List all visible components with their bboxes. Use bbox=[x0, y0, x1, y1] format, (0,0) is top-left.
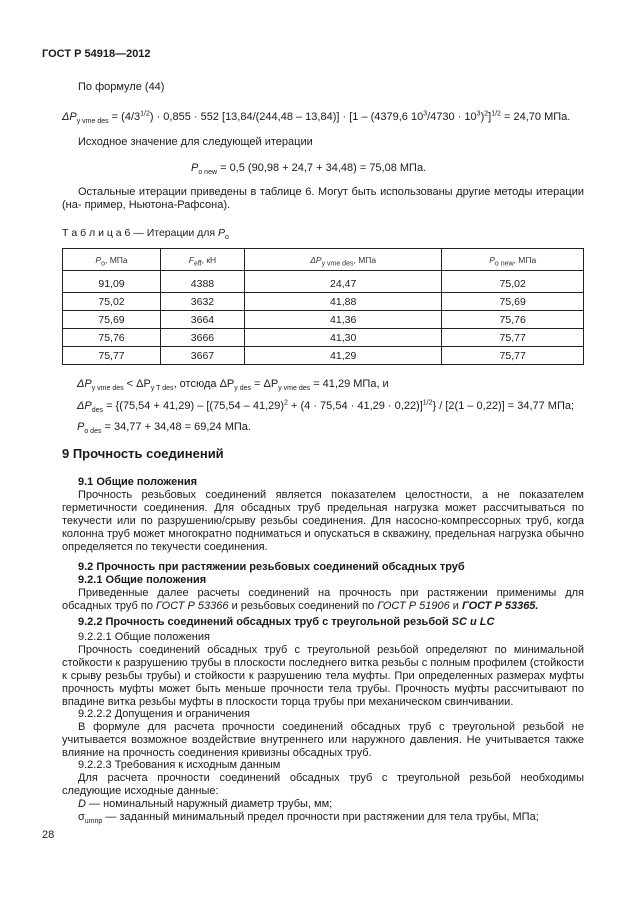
table-cell: 41,88 bbox=[244, 293, 441, 311]
table-row bbox=[63, 293, 584, 311]
table-cell: 3632 bbox=[161, 293, 245, 311]
table-cell: 4388 bbox=[161, 271, 245, 293]
equation-p-new: $P_{o new} = 0,5$ (90,98 + 24,7 + 34,48) = 75,08 МПа. bbox=[191, 162, 427, 177]
table-cell: 75,77 bbox=[442, 347, 584, 365]
input-item-diameter: D — номинальный наружный диаметр трубы, мм; bbox=[78, 798, 333, 810]
section-9-2-1-heading: 9.2.1 Общие положения bbox=[78, 574, 207, 586]
section-9-2-2-heading: 9.2.2 Прочность соединений обсадных труб с треугольной резьбой SC и LC bbox=[78, 616, 495, 628]
formula-reference: По формуле (44) bbox=[78, 81, 165, 93]
iterations-table bbox=[62, 248, 584, 365]
table-header-cell: $P_o$, МПа bbox=[63, 249, 161, 271]
section-9-2-2-2-text: В формуле для расчета прочности соединений обсадных труб с треугольной резьбой не учитывается возможное воздействие внутреннего или наружного давления. Не учитывается также влияние на прочность соединения кривизны обсадных труб. bbox=[62, 721, 584, 759]
section-9-2-2-3-text: Для расчета прочности соединений обсадных труб с треугольной резьбой необходимы следующие исходные данные: bbox=[62, 772, 584, 797]
table-cell: 91,09 bbox=[63, 271, 161, 293]
table-cell: 24,47 bbox=[244, 271, 441, 293]
section-9-2-2-3-heading: 9.2.2.3 Требования к исходным данным bbox=[78, 759, 281, 771]
table-cell: 75,77 bbox=[63, 347, 161, 365]
table-row bbox=[63, 311, 584, 329]
section-9-2-2-1-heading: 9.2.2.1 Общие положения bbox=[78, 631, 210, 643]
input-item-strength: $\sigma_{umnp}$ — заданный минимальный предел прочности при растяжении для тела трубы, МПа; bbox=[78, 811, 539, 826]
iterations-paragraph: Остальные итерации приведены в таблице 6. Могут быть использованы другие методы итерации (на- пример, Ньютона-Рафсона). bbox=[62, 186, 584, 211]
table-header-row bbox=[63, 249, 584, 271]
table-cell: 41,30 bbox=[244, 329, 441, 347]
table-cell: 3667 bbox=[161, 347, 245, 365]
section-9-2-1-text: Приведенные далее расчеты соединений на прочность при растяжении применимы для обсадных труб по ГОСТ Р 53366 и резьбовых соединений по ГОСТ Р 51906 и ГОСТ Р 53365. bbox=[62, 587, 584, 612]
table-header-cell: $P_{o new}$, МПа bbox=[442, 249, 584, 271]
table-cell: 41,29 bbox=[244, 347, 441, 365]
section-9-1-heading: 9.1 Общие положения bbox=[78, 476, 198, 488]
table-cell: 41,36 bbox=[244, 311, 441, 329]
table-row bbox=[63, 329, 584, 347]
equation-pressure-vme: $\Delta P_{y vme des} = (4/3^{1/2}) \cdot 0,855 \cdot 552$ [13,84/(244,48 – 13,84)] · [1 – (4379,6 $10^3/4730 \cdot 10^3)^2]^{1/2} = 24,70$ МПа. bbox=[62, 110, 571, 126]
table-cell: 75,77 bbox=[442, 329, 584, 347]
section-9-1-text: Прочность резьбовых соединений является показателем целостности, а не показателем герметичности соединения. Для обсадных труб предельная нагрузка может рассчитываться по текучести или по разрушению/срыву резьбы соединения. Для насосно-компрессорных труб, когда колонна труб может многократно подниматься и опускаться в скважину, предельная нагрузка обычно определяется по текучести соединения. bbox=[62, 489, 584, 553]
table-row bbox=[63, 271, 584, 293]
equation-comparison: $\Delta P_{y vme des} < \Delta P_{y T des}$, отсюда $\Delta P_{y des} = \Delta P_{y vme des} = 41,29$ МПа, и bbox=[77, 378, 389, 393]
table-cell: 75,76 bbox=[442, 311, 584, 329]
table-cell: 75,02 bbox=[63, 293, 161, 311]
section-9-2-2-1-text: Прочность соединений обсадных труб с треугольной резьбой определяют по минимальной стойкости к разрушению трубы в плоскости последнего витка резьбы с полным профилем (стойкости к срыву резьбы трубы) и стойкости к разрушению тела муфты. При определенных размерах муфты прочность муфты может быть меньше прочности тела трубы. Прочность муфты рассчитывают по впадине витка резьбы муфты в плоскости торца трубы при механическом свинчивании. bbox=[62, 644, 584, 708]
table-row bbox=[63, 347, 584, 365]
table-cell: 3666 bbox=[161, 329, 245, 347]
document-header: ГОСТ Р 54918—2012 bbox=[42, 48, 151, 60]
table-cell: 3664 bbox=[161, 311, 245, 329]
page-number: 28 bbox=[42, 829, 55, 841]
table-header-cell: $\Delta P_{y vme des}$, МПа bbox=[244, 249, 441, 271]
table-caption: Т а б л и ц а 6 — Итерации для $P_o$ bbox=[62, 227, 229, 242]
table-cell: 75,02 bbox=[442, 271, 584, 293]
table-cell: 75,76 bbox=[63, 329, 161, 347]
equation-delta-p-des: $\Delta P_{des} = \{(75,54 + 41,29) - [(75,54 - 41,29)^2 + (4 \cdot 75,54 \cdot 41,29 \cdot 0,22)]^{1/2}\} / [2(1 - 0,22)] = 34,77$ МПа; bbox=[77, 399, 575, 415]
section-9-2-heading: 9.2 Прочность при растяжении резьбовых соединений обсадных труб bbox=[78, 561, 465, 573]
table-header-cell: $F_{eff}$, кН bbox=[161, 249, 245, 271]
section-9-heading: 9 Прочность соединений bbox=[62, 446, 224, 461]
section-9-2-2-2-heading: 9.2.2.2 Допущения и ограничения bbox=[78, 708, 250, 720]
initial-value-text: Исходное значение для следующей итерации bbox=[78, 136, 313, 148]
equation-p-des: $P_{o des} = 34,77 + 34,48 = 69,24$ МПа. bbox=[77, 421, 251, 436]
table-cell: 75,69 bbox=[63, 311, 161, 329]
table-cell: 75,69 bbox=[442, 293, 584, 311]
